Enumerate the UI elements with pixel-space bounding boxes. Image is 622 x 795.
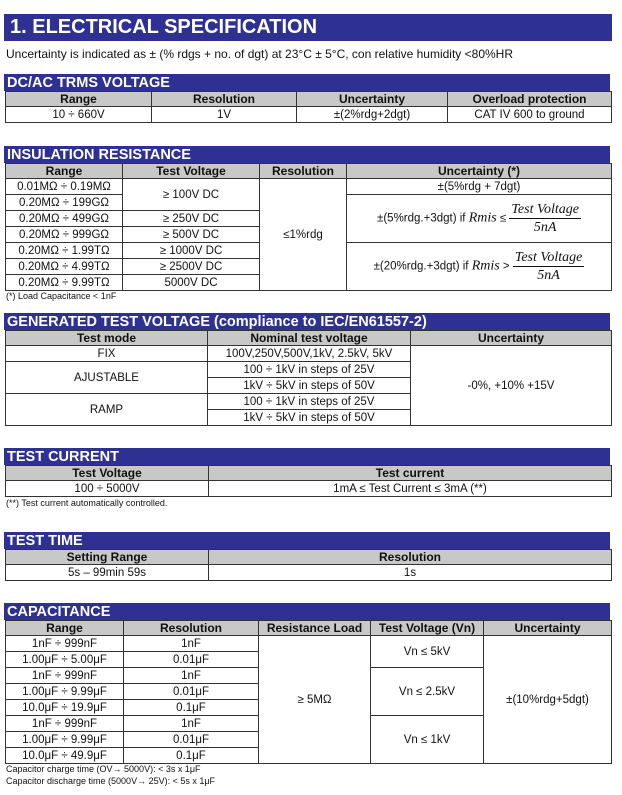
table-cell: 1.00μF ÷ 5.00μF	[6, 652, 124, 668]
formula-rmis: Rmis	[471, 258, 500, 274]
section-time-title: TEST TIME	[4, 532, 610, 549]
table-cell: ≥ 2500V DC	[123, 259, 260, 275]
table-cell: Vn ≤ 2.5kV	[371, 668, 484, 716]
page-title: 1. ELECTRICAL SPECIFICATION	[4, 14, 612, 41]
capacitance-table	[5, 620, 612, 764]
section-generated-title: GENERATED TEST VOLTAGE (compliance to IEC/EN61557-2)	[4, 313, 610, 330]
table-cell: 1mA ≤ Test Current ≤ 3mA (**)	[209, 481, 612, 497]
capacitance-footnote-charge: Capacitor charge time (OV→ 5000V): < 3s x 1μF	[6, 764, 201, 774]
table-cell: 10.0μF ÷ 49.9μF	[6, 748, 124, 764]
formula-numerator: Test Voltage	[511, 202, 579, 217]
section-dcac-title: DC/AC TRMS VOLTAGE	[4, 74, 610, 91]
header-cell: Resolution	[152, 92, 297, 107]
table-cell: 1kV ÷ 5kV in steps of 50V	[208, 378, 411, 394]
table-cell: 5000V DC	[123, 275, 260, 291]
generated-table	[5, 330, 612, 426]
table-cell: ≥ 250V DC	[123, 211, 260, 227]
capacitance-footnote-discharge: Capacitor discharge time (5000V→ 25V): < 5s x 1μF	[6, 776, 216, 786]
formula-fraction	[509, 201, 581, 236]
section-current-title: TEST CURRENT	[4, 448, 610, 465]
header-cell: Uncertainty	[297, 92, 448, 107]
table-cell: 0.20MΩ ÷ 4.99TΩ	[6, 259, 123, 275]
header-cell: Test mode	[6, 331, 208, 346]
table-cell: 5s – 99min 59s	[6, 565, 209, 581]
table-cell: 0.01μF	[124, 732, 259, 748]
header-cell: Resistance Load	[259, 621, 371, 636]
table-cell: 10.0μF ÷ 19.9μF	[6, 700, 124, 716]
table-cell: 100V,250V,500V,1kV, 2.5kV, 5kV	[208, 346, 411, 362]
section-insulation-title: INSULATION RESISTANCE	[4, 146, 610, 163]
formula-rmis: Rmis	[468, 210, 497, 226]
formula-cell	[347, 195, 612, 243]
header-cell: Test Voltage (Vn)	[371, 621, 484, 636]
intro-text: Uncertainty is indicated as ± (% rdgs + no. of dgt) at 23°C ± 5°C, con relative humidity <80%HR	[6, 47, 513, 61]
current-footnote: (**) Test current automatically controlled.	[6, 498, 168, 508]
table-cell: 1nF ÷ 999nF	[6, 716, 124, 732]
table-cell: 100 ÷ 1kV in steps of 25V	[208, 362, 411, 378]
formula-operator: ≤	[499, 212, 507, 225]
table-cell: 0.20MΩ ÷ 199GΩ	[6, 195, 123, 211]
formula-numerator: Test Voltage	[514, 250, 583, 265]
time-table	[5, 549, 612, 581]
table-cell: 0.1μF	[124, 700, 259, 716]
table-cell: CAT IV 600 to ground	[448, 107, 612, 123]
table-cell: 1nF ÷ 999nF	[6, 636, 124, 652]
header-cell: Range	[6, 621, 124, 636]
header-cell: Range	[6, 164, 123, 179]
table-cell: 1nF	[124, 668, 259, 684]
formula-operator: >	[502, 260, 510, 273]
formula-prefix: ±(5%rdg.+3dgt) if	[377, 212, 466, 225]
table-cell: 0.20MΩ ÷ 9.99TΩ	[6, 275, 123, 291]
dcac-table	[5, 91, 612, 123]
header-cell: Resolution	[260, 164, 347, 179]
table-cell: 0.01MΩ ÷ 0.19MΩ	[6, 179, 123, 195]
table-cell: 1V	[152, 107, 297, 123]
table-cell: Vn ≤ 5kV	[371, 636, 484, 668]
header-cell: Resolution	[124, 621, 259, 636]
table-cell: 0.01μF	[124, 652, 259, 668]
header-cell: Uncertainty	[411, 331, 612, 346]
header-cell: Resolution	[209, 550, 612, 565]
table-cell: ≤1%rdg	[260, 179, 347, 291]
table-cell: ≥ 5MΩ	[259, 636, 371, 764]
table-cell: ≥ 100V DC	[123, 179, 260, 211]
table-cell: -0%, +10% +15V	[411, 346, 612, 426]
section-capacitance-title: CAPACITANCE	[4, 603, 610, 620]
header-cell: Setting Range	[6, 550, 209, 565]
table-cell: RAMP	[6, 394, 208, 426]
table-cell: 0.20MΩ ÷ 1.99TΩ	[6, 243, 123, 259]
table-cell: 1s	[209, 565, 612, 581]
formula-fraction	[513, 249, 585, 284]
insulation-footnote: (*) Load Capacitance < 1nF	[6, 291, 117, 301]
table-cell: 1nF	[124, 636, 259, 652]
table-cell: ≥ 500V DC	[123, 227, 260, 243]
table-cell: ±(10%rdg+5dgt)	[484, 636, 612, 764]
formula-denominator: 5nA	[537, 268, 560, 283]
table-cell: 0.20MΩ ÷ 999GΩ	[6, 227, 123, 243]
table-cell: 100 ÷ 5000V	[6, 481, 209, 497]
header-cell: Test Voltage	[6, 466, 209, 481]
table-cell: 0.1μF	[124, 748, 259, 764]
table-cell: 1.00μF ÷ 9.99μF	[6, 732, 124, 748]
header-cell: Uncertainty (*)	[347, 164, 612, 179]
table-cell: 0.01μF	[124, 684, 259, 700]
formula-prefix: ±(20%rdg.+3dgt) if	[373, 260, 469, 273]
table-cell: 1nF ÷ 999nF	[6, 668, 124, 684]
insulation-table	[5, 163, 612, 291]
table-cell: ±(2%rdg+2dgt)	[297, 107, 448, 123]
table-cell: 10 ÷ 660V	[6, 107, 152, 123]
table-cell: 100 ÷ 1kV in steps of 25V	[208, 394, 411, 410]
table-cell: Vn ≤ 1kV	[371, 716, 484, 764]
table-cell: 1nF	[124, 716, 259, 732]
formula-denominator: 5nA	[533, 220, 557, 235]
header-cell: Test Voltage	[123, 164, 260, 179]
table-cell: 1.00μF ÷ 9.99μF	[6, 684, 124, 700]
current-table	[5, 465, 612, 497]
table-cell: 1kV ÷ 5kV in steps of 50V	[208, 410, 411, 426]
table-cell: 0.20MΩ ÷ 499GΩ	[6, 211, 123, 227]
table-cell: AJUSTABLE	[6, 362, 208, 394]
formula-cell	[347, 243, 612, 291]
header-cell: Nominal test voltage	[208, 331, 411, 346]
header-cell: Test current	[209, 466, 612, 481]
header-cell: Overload protection	[448, 92, 612, 107]
table-cell: ±(5%rdg + 7dgt)	[347, 179, 612, 195]
table-cell: ≥ 1000V DC	[123, 243, 260, 259]
header-cell: Range	[6, 92, 152, 107]
header-cell: Uncertainty	[484, 621, 612, 636]
table-cell: FIX	[6, 346, 208, 362]
